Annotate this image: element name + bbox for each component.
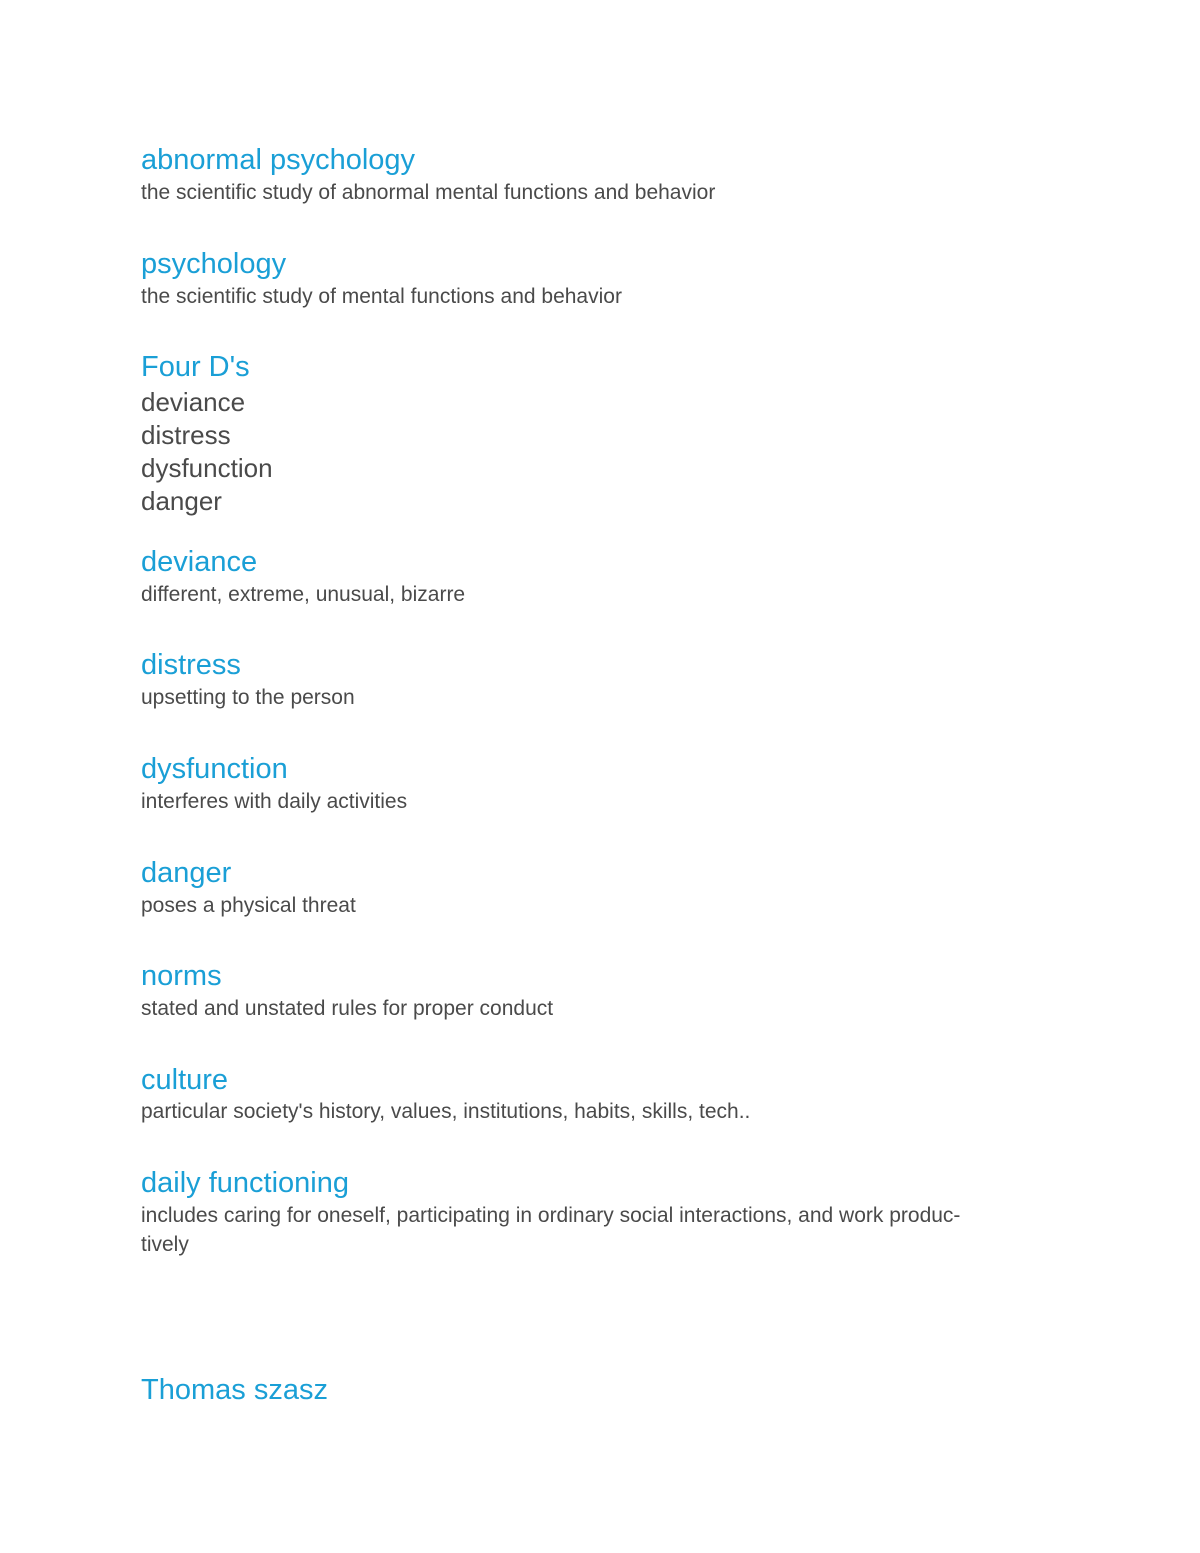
term-title: Four D's — [141, 351, 250, 383]
term-title: Thomas szasz — [141, 1374, 328, 1406]
term-title: danger — [141, 857, 232, 889]
term-definition: upsetting to the person — [141, 686, 355, 709]
term-definition: poses a physical threat — [141, 894, 356, 917]
term-definition: the scientific study of mental functions and behavior — [141, 285, 622, 308]
term-definition: interferes with daily activities — [141, 790, 408, 813]
term-definition: particular society's history, values, institutions, habits, skills, tech.. — [141, 1100, 751, 1123]
term-title: culture — [141, 1064, 229, 1096]
definition-line: dysfunction — [141, 453, 273, 483]
term-title: dysfunction — [141, 753, 288, 785]
term-title: norms — [141, 960, 222, 992]
definition-line: tively — [141, 1233, 189, 1256]
term-title: psychology — [141, 248, 287, 280]
term-definition: stated and unstated rules for proper conduct — [141, 997, 554, 1020]
definition-line: includes caring for oneself, participating in ordinary social interactions, and work produc- — [141, 1204, 961, 1227]
term-title: deviance — [141, 546, 258, 578]
definition-line: distress — [141, 420, 231, 450]
definition-line: danger — [141, 486, 222, 516]
term-title: distress — [141, 649, 241, 681]
term-definition: different, extreme, unusual, bizarre — [141, 583, 466, 606]
term-title: daily functioning — [141, 1167, 349, 1199]
term-title: abnormal psychology — [141, 144, 416, 176]
term-definition: the scientific study of abnormal mental functions and behavior — [141, 181, 716, 204]
definition-line: deviance — [141, 387, 246, 417]
